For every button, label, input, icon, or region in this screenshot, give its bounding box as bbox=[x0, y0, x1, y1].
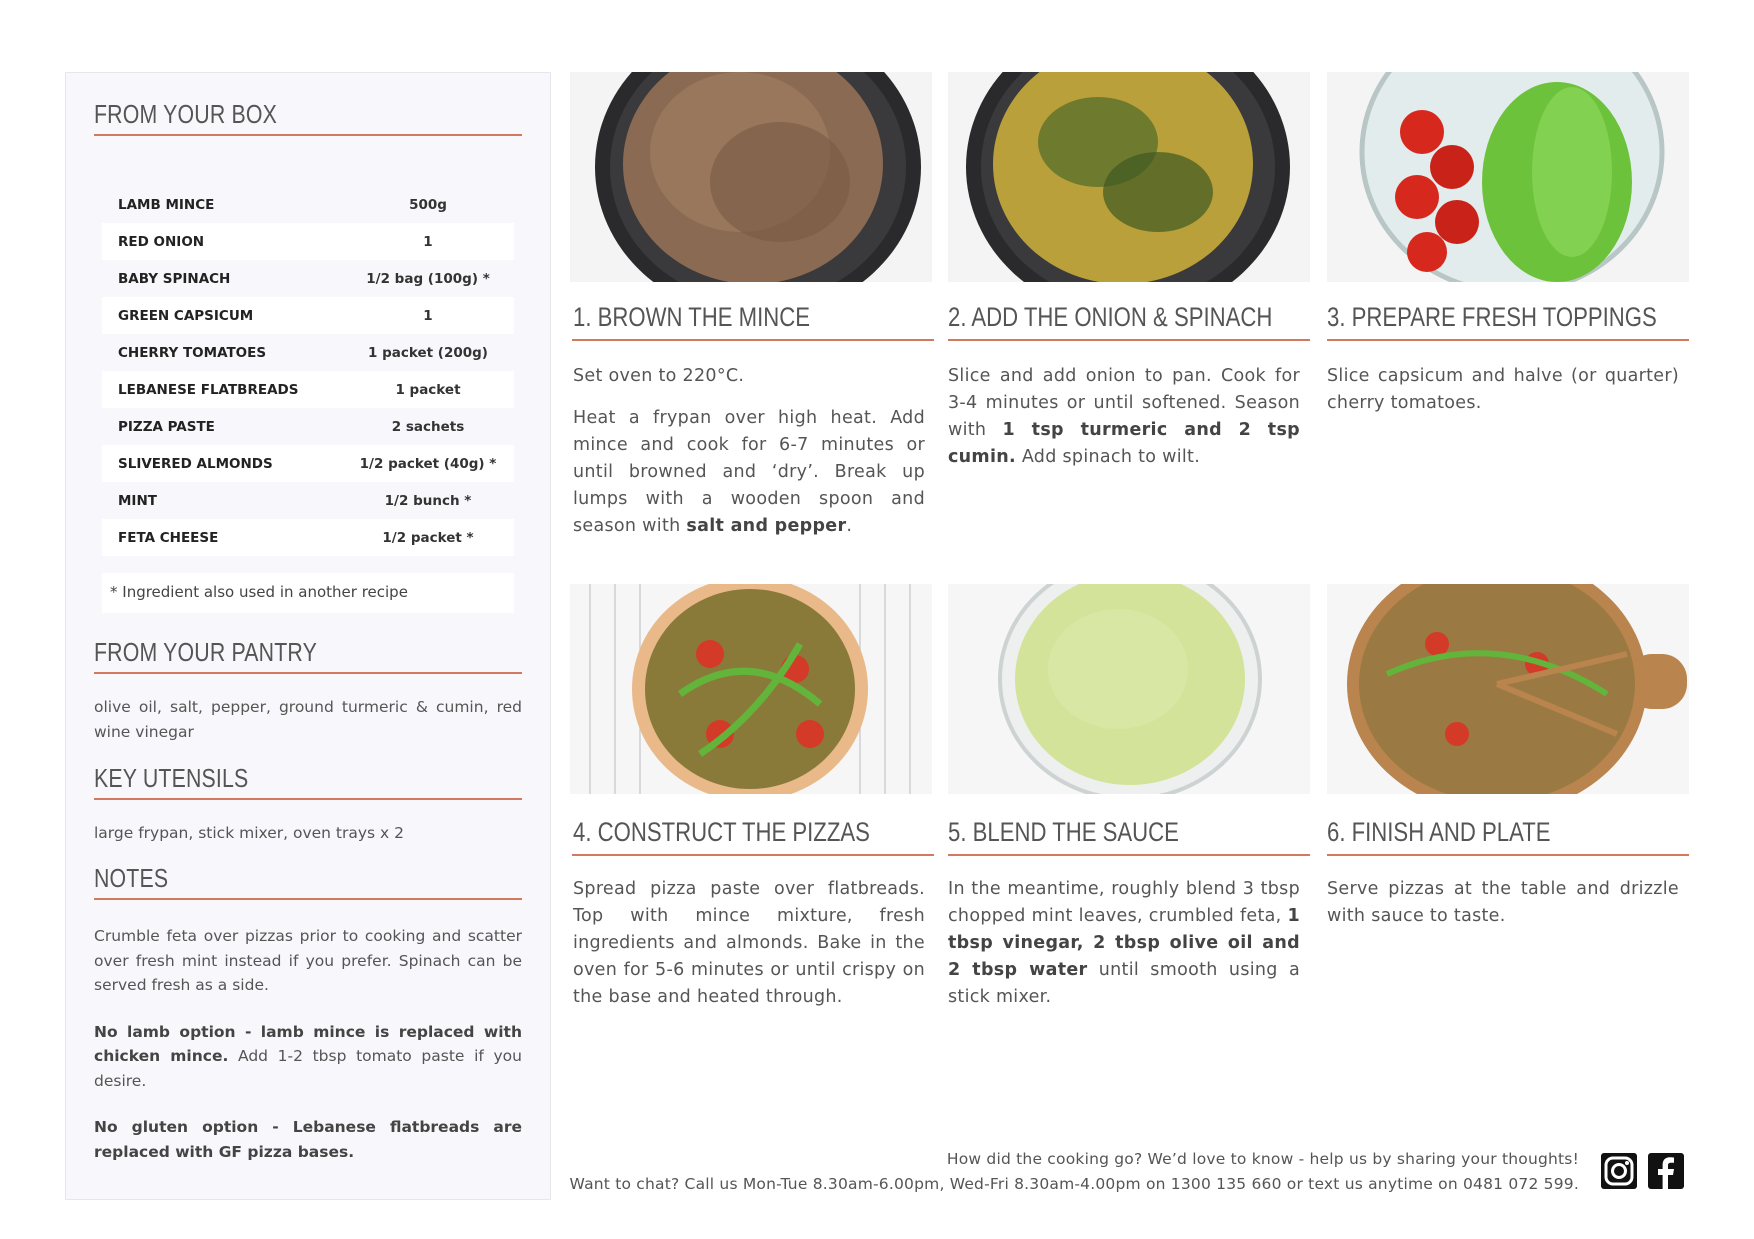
section-divider bbox=[94, 898, 522, 900]
ingredients-table bbox=[102, 186, 514, 556]
instagram-icon[interactable] bbox=[1601, 1153, 1637, 1189]
ingredient-name: RED ONION bbox=[118, 233, 205, 250]
ingredient-quantity: 1 packet (200g) bbox=[368, 344, 488, 361]
ingredients-sidebar bbox=[65, 72, 551, 1200]
step-1-paragraph: Set oven to 220°C. bbox=[573, 366, 745, 386]
step-3-paragraph: Slice capsicum and halve (or quarter) cherry tomatoes. bbox=[1327, 366, 1679, 413]
section-divider bbox=[1327, 339, 1689, 341]
section-divider bbox=[948, 339, 1310, 341]
step-1-instructions bbox=[573, 363, 925, 540]
step-2-bold-text: 1 tsp turmeric and 2 tsp cumin. bbox=[948, 420, 1300, 467]
section-divider bbox=[572, 339, 934, 341]
step-3-instructions bbox=[1327, 363, 1679, 417]
ingredient-quantity: 1/2 packet * bbox=[382, 529, 474, 546]
step-1-text: Heat a frypan over high heat. Add mince and cook for 6-7 minutes or until browned and ‘dry’. Break up lumps with a wooden spoon and season with bbox=[573, 408, 925, 536]
step-4-title: 4. CONSTRUCT THE PIZZAS bbox=[573, 817, 870, 847]
step-5-text: until smooth using a stick mixer. bbox=[948, 960, 1300, 1007]
step-1-text: . bbox=[846, 516, 853, 536]
ingredient-quantity: 1 bbox=[423, 233, 433, 250]
step-2-paragraph bbox=[948, 363, 1300, 471]
pantry-list: olive oil, salt, pepper, ground turmeric & cumin, red wine vinegar bbox=[94, 698, 522, 741]
ingredient-row bbox=[102, 482, 514, 519]
step-5-instructions bbox=[948, 876, 1300, 1011]
step-2-text: Add spinach to wilt. bbox=[1015, 447, 1201, 467]
ingredient-name: BABY SPINACH bbox=[118, 270, 231, 287]
ingredient-row bbox=[102, 519, 514, 556]
step-1-paragraph bbox=[573, 405, 925, 540]
no-lamb-option-rest: Add 1-2 tbsp tomato paste if you desire. bbox=[94, 1047, 522, 1090]
no-gluten-option-bold: No gluten option - Lebanese flatbreads are replaced with GF pizza bases. bbox=[94, 1118, 522, 1161]
section-divider bbox=[94, 134, 522, 136]
ingredient-quantity: 1/2 bag (100g) * bbox=[366, 270, 490, 287]
step-1-title: 1. BROWN THE MINCE bbox=[573, 302, 811, 332]
step-2-instructions bbox=[948, 363, 1300, 471]
section-divider bbox=[94, 798, 522, 800]
ingredient-quantity: 1 bbox=[423, 307, 433, 324]
ingredient-quantity: 1/2 packet (40g) * bbox=[359, 455, 497, 472]
step-6-title: 6. FINISH AND PLATE bbox=[1327, 817, 1551, 847]
notes-paragraph: Crumble feta over pizzas prior to cooking and scatter over fresh mint instead if you prefer. Spinach can be served fresh as a side. bbox=[94, 927, 522, 994]
ingredient-row bbox=[102, 297, 514, 334]
utensils-list: large frypan, stick mixer, oven trays x 2 bbox=[94, 824, 404, 842]
notes-text bbox=[94, 924, 522, 1164]
step-2-title: 2. ADD THE ONION & SPINACH bbox=[948, 302, 1273, 332]
no-gluten-option bbox=[94, 1115, 522, 1164]
step-3-photo-tomatoes-capsicum-bowl bbox=[1327, 72, 1689, 282]
ingredient-quantity: 500g bbox=[409, 196, 447, 213]
from-your-box-heading: FROM YOUR BOX bbox=[94, 99, 277, 129]
ingredient-row bbox=[102, 408, 514, 445]
ingredient-quantity: 2 sachets bbox=[391, 418, 465, 435]
step-5-photo-green-sauce-bowl bbox=[948, 584, 1310, 794]
contact-line: Want to chat? Call us Mon-Tue 8.30am-6.00pm, Wed-Fri 8.30am-4.00pm on 1300 135 660 or text us anytime on 0481 072 599. bbox=[569, 1175, 1579, 1193]
step-3-title: 3. PREPARE FRESH TOPPINGS bbox=[1327, 302, 1657, 332]
step-4-photo-pizza-on-rack bbox=[570, 584, 932, 794]
ingredient-row bbox=[102, 260, 514, 297]
ingredient-quantity: 1 packet bbox=[395, 381, 461, 398]
ingredient-row bbox=[102, 186, 514, 223]
step-6-photo-sliced-pizza-board bbox=[1327, 584, 1689, 794]
ingredient-quantity: 1/2 bunch * bbox=[384, 492, 472, 509]
step-1-bold-text: salt and pepper bbox=[686, 516, 847, 536]
step-5-title: 5. BLEND THE SAUCE bbox=[948, 817, 1179, 847]
ingredient-name: LEBANESE FLATBREADS bbox=[118, 381, 299, 398]
ingredient-name: CHERRY TOMATOES bbox=[118, 344, 267, 361]
shared-ingredient-note: * Ingredient also used in another recipe bbox=[102, 573, 514, 613]
step-2-text: Slice and add onion to pan. Cook for 3-4 minutes or until softened. Season with bbox=[948, 366, 1300, 440]
step-5-paragraph bbox=[948, 876, 1300, 1011]
ingredient-row bbox=[102, 445, 514, 482]
ingredient-name: GREEN CAPSICUM bbox=[118, 307, 254, 324]
step-5-bold-text: 1 tbsp vinegar, 2 tbsp olive oil and 2 tbsp water bbox=[948, 906, 1300, 980]
key-utensils-heading: KEY UTENSILS bbox=[94, 763, 249, 793]
section-divider bbox=[948, 854, 1310, 856]
section-divider bbox=[572, 854, 934, 856]
notes-heading: NOTES bbox=[94, 863, 169, 893]
step-1-photo-mince-in-pan bbox=[570, 72, 932, 282]
ingredient-name: PIZZA PASTE bbox=[118, 418, 215, 435]
ingredient-name: FETA CHEESE bbox=[118, 529, 219, 546]
ingredient-row bbox=[102, 223, 514, 260]
section-divider bbox=[94, 672, 522, 674]
facebook-icon[interactable] bbox=[1648, 1153, 1684, 1189]
step-4-paragraph: Spread pizza paste over flatbreads. Top with mince mixture, fresh ingredients and almonds. Bake in the oven for 5-6 minutes or until crispy on the base and heated through. bbox=[573, 879, 925, 1007]
ingredient-name: SLIVERED ALMONDS bbox=[118, 455, 273, 472]
ingredient-name: LAMB MINCE bbox=[118, 196, 215, 213]
step-6-instructions bbox=[1327, 876, 1679, 930]
no-lamb-option bbox=[94, 1020, 522, 1094]
ingredient-row bbox=[102, 334, 514, 371]
ingredient-name: MINT bbox=[118, 492, 157, 509]
section-divider bbox=[1327, 854, 1689, 856]
no-lamb-option-bold: No lamb option - lamb mince is replaced with chicken mince. bbox=[94, 1022, 522, 1065]
ingredient-row bbox=[102, 371, 514, 408]
step-2-photo-onion-spinach-pan bbox=[948, 72, 1310, 282]
feedback-line: How did the cooking go? We’d love to know - help us by sharing your thoughts! bbox=[946, 1150, 1579, 1168]
step-6-paragraph: Serve pizzas at the table and drizzle with sauce to taste. bbox=[1327, 879, 1679, 926]
feedback-footer bbox=[570, 1147, 1579, 1197]
step-5-text: In the meantime, roughly blend 3 tbsp chopped mint leaves, crumbled feta, bbox=[948, 879, 1300, 926]
step-4-instructions bbox=[573, 876, 925, 1011]
from-your-pantry-heading: FROM YOUR PANTRY bbox=[94, 637, 317, 667]
